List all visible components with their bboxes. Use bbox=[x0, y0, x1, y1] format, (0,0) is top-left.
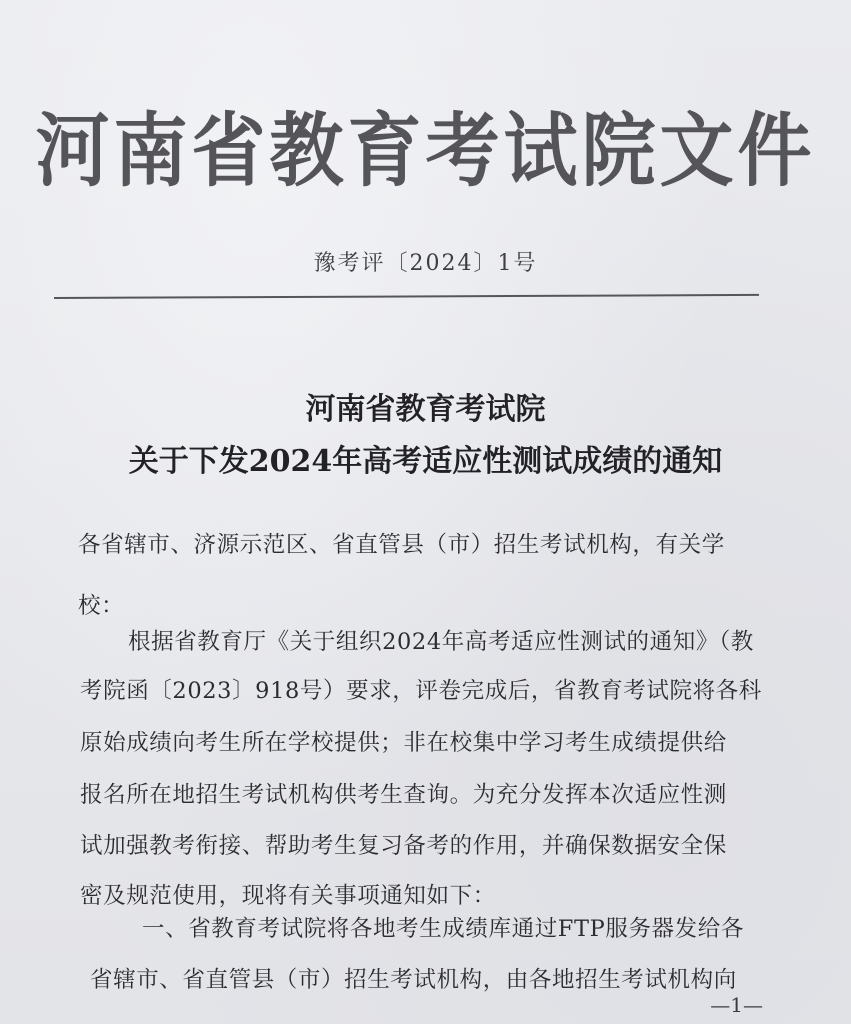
body-line: 原始成绩向考生所在学校提供；非在校集中学习考生成绩提供给 bbox=[80, 730, 727, 756]
body-line: 试加强教考衔接、帮助考生复习备考的作用，并确保数据安全保 bbox=[80, 833, 727, 859]
body-line: 省辖市、省直管县（市）招生考试机构，由各地招生考试机构向 bbox=[90, 967, 737, 993]
body-line: 一、省教育考试院将各地考生成绩库通过FTP服务器发给各 bbox=[142, 916, 744, 942]
document-masthead: 河南省教育考试院文件 bbox=[35, 105, 816, 198]
body-line: 报名所在地招生考试机构供考生查询。为充分发挥本次适应性测 bbox=[80, 782, 727, 808]
body-line: 根据省教育厅《关于组织2024年高考适应性测试的通知》（教 bbox=[128, 629, 754, 655]
body-line: 考院函〔2023〕918号）要求，评卷完成后，省教育考试院将各科 bbox=[80, 678, 762, 704]
document-number: 豫考评〔2024〕1号 bbox=[313, 251, 538, 276]
notice-title-line-1: 河南省教育考试院 bbox=[305, 392, 546, 427]
body-line: 密及规范使用，现将有关事项通知如下： bbox=[80, 883, 496, 909]
body-line: 各省辖市、济源示范区、省直管县（市）招生考试机构，有关学 bbox=[78, 532, 725, 558]
body-line: 校： bbox=[78, 593, 125, 619]
notice-title-line-2: 关于下发2024年高考适应性测试成绩的通知 bbox=[128, 444, 723, 479]
header-divider bbox=[54, 294, 759, 299]
page-number: —1— bbox=[710, 993, 763, 1017]
